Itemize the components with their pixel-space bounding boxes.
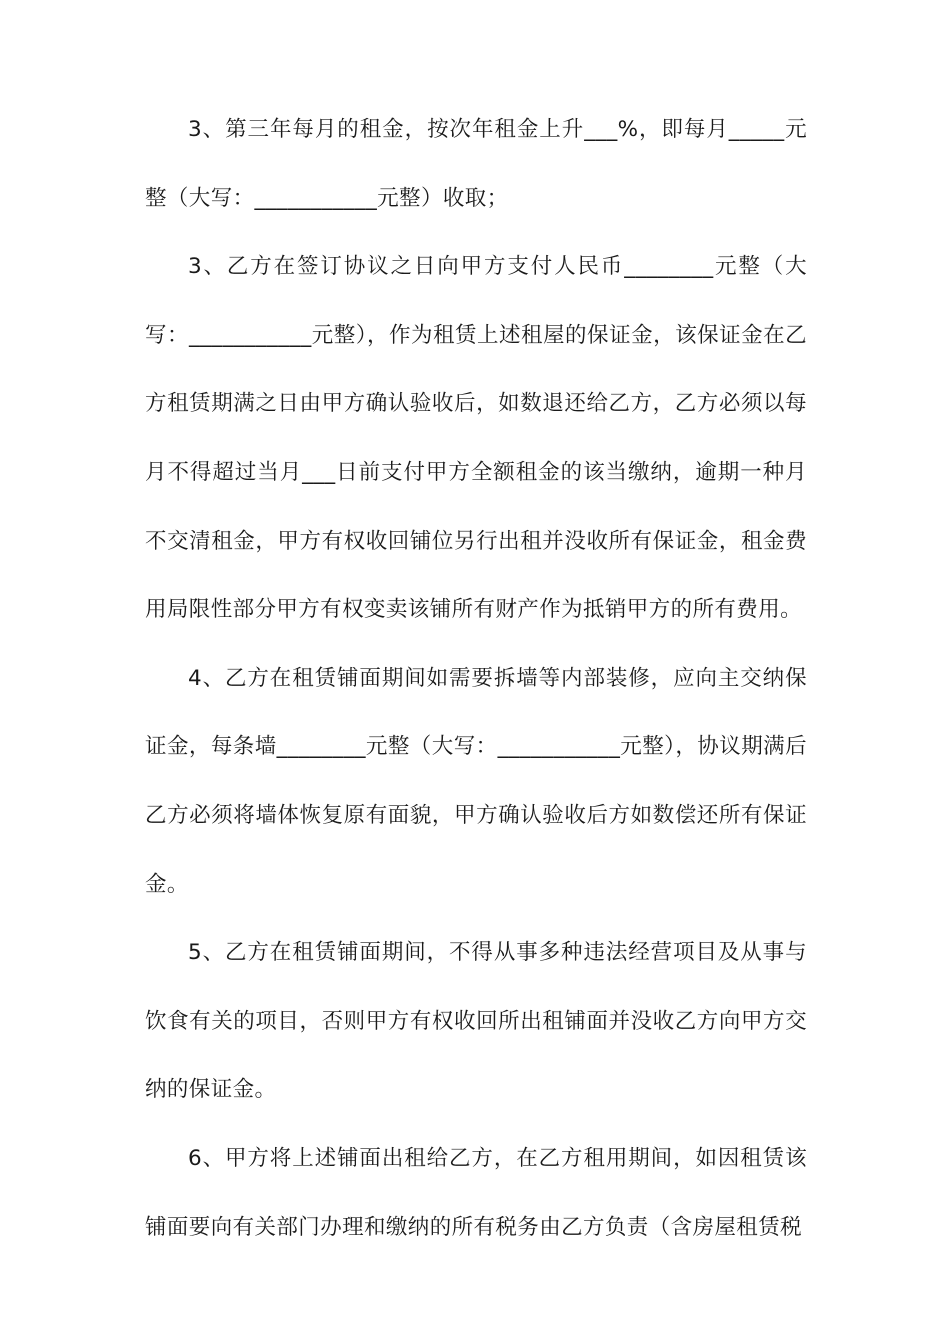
paragraph-clause-3-deposit: 3、乙方在签订协议之日向甲方支付人民币________元整（大写：___________元整），作为租赁上述租屋的保证金，该保证金在乙方租赁期满之日由甲方确认验收后，如数退还给乙方，乙方必须以每月不得超过当月___日前支付甲方全额租金的该当缴纳，逾期一种月不交清租金，甲方有权收回铺位另行出租并没收所有保证金，租金费用局限性部分甲方有权变卖该铺所有财产作为抵销甲方的所有费用。 — [145, 254, 807, 623]
paragraph-clause-5-prohibited-business: 5、乙方在租赁铺面期间，不得从事多种违法经营项目及从事与饮食有关的项目，否则甲方有权收回所出租铺面并没收乙方向甲方交纳的保证金。 — [145, 940, 807, 1103]
paragraph-clause-3-rent-year-three: 3、第三年每月的租金，按次年租金上升___%，即每月_____元整（大写：___________元整）收取； — [145, 117, 807, 211]
paragraph-clause-4-renovation: 4、乙方在租赁铺面期间如需要拆墙等内部装修，应向主交纳保证金，每条墙________元整（大写：___________元整），协议期满后乙方必须将墙体恢复原有面貌，甲方确认验收后方如数偿还所有保证金。 — [145, 665, 807, 897]
paragraph-clause-6-taxes: 6、甲方将上述铺面出租给乙方，在乙方租用期间，如因租赁该铺面要向有关部门办理和缴纳的所有税务由乙方负责（含房屋租赁税 — [145, 1145, 807, 1240]
document-page — [145, 96, 807, 1262]
